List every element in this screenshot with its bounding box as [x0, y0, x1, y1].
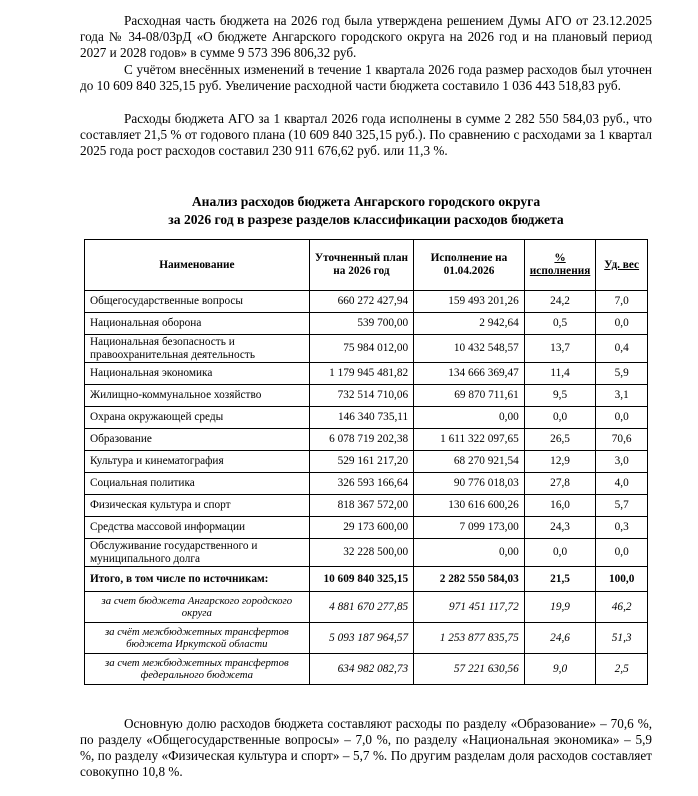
cell-pct: 12,9	[524, 451, 596, 473]
table-row	[85, 517, 648, 539]
cell-name: Культура и кинематография	[85, 451, 310, 473]
cell-exec: 0,00	[414, 539, 525, 567]
cell-exec: 10 432 548,57	[414, 335, 525, 363]
table-total-row	[85, 567, 648, 592]
cell-share: 4,0	[596, 473, 648, 495]
table-title-line-1: Анализ расходов бюджета Ангарского городского округа	[191, 194, 541, 209]
cell-name: за счет бюджета Ангарского городского округа	[85, 592, 310, 623]
cell-exec: 0,00	[414, 407, 525, 429]
cell-name: Образование	[85, 429, 310, 451]
table-title-line-2: за 2026 год в разрезе разделов классификации расходов бюджета	[168, 212, 564, 227]
cell-plan: 29 173 600,00	[309, 517, 413, 539]
cell-exec: 134 666 369,47	[414, 363, 525, 385]
cell-name: Национальная оборона	[85, 313, 310, 335]
cell-pct: 21,5	[524, 567, 596, 592]
intro-paragraph-3-text: Расходы бюджета АГО за 1 квартал 2026 года исполнены в сумме 2 282 550 584,03 руб., что составляет 21,5 % от годового плана (10 609 840 325,15 руб.). По сравнению с расходами за 1 квартал 2025 года рост расходов составил 230 911 676,62 руб. или 11,3 %.	[80, 111, 652, 158]
cell-pct: 0,0	[524, 539, 596, 567]
table-source-row	[85, 623, 648, 654]
cell-plan: 326 593 166,64	[309, 473, 413, 495]
intro-paragraph-2-text: С учётом внесённых изменений в течение 1 квартала 2026 года размер расходов был уточнен до 10 609 840 325,15 руб. Увеличение расходной части бюджета составило 1 036 443 518,83 руб.	[80, 62, 652, 93]
table-row	[85, 429, 648, 451]
cell-name: за счёт межбюджетных трансфертов бюджета Иркутской области	[85, 623, 310, 654]
table-row	[85, 539, 648, 567]
cell-plan: 1 179 945 481,82	[309, 363, 413, 385]
table-source-row	[85, 592, 648, 623]
cell-exec: 2 942,64	[414, 313, 525, 335]
intro-paragraph-3	[80, 111, 652, 159]
cell-pct: 11,4	[524, 363, 596, 385]
intro-paragraph-1	[80, 13, 652, 61]
cell-pct: 24,6	[524, 623, 596, 654]
cell-pct: 0,0	[524, 407, 596, 429]
table-row	[85, 451, 648, 473]
cell-exec: 7 099 173,00	[414, 517, 525, 539]
cell-share: 100,0	[596, 567, 648, 592]
cell-name: Социальная политика	[85, 473, 310, 495]
table-row	[85, 313, 648, 335]
cell-share: 0,0	[596, 407, 648, 429]
cell-share: 3,0	[596, 451, 648, 473]
table-row	[85, 363, 648, 385]
table-row	[85, 407, 648, 429]
cell-name: за счет межбюджетных трансфертов федерального бюджета	[85, 654, 310, 685]
cell-exec: 2 282 550 584,03	[414, 567, 525, 592]
cell-exec: 90 776 018,03	[414, 473, 525, 495]
cell-exec: 69 870 711,61	[414, 385, 525, 407]
cell-plan: 732 514 710,06	[309, 385, 413, 407]
intro-paragraph-2	[80, 62, 652, 94]
table-row	[85, 335, 648, 363]
cell-pct: 26,5	[524, 429, 596, 451]
cell-pct: 16,0	[524, 495, 596, 517]
table-row	[85, 473, 648, 495]
cell-pct: 24,2	[524, 291, 596, 313]
cell-name: Итого, в том числе по источникам:	[85, 567, 310, 592]
table-row	[85, 291, 648, 313]
intro-paragraph-1-text: Расходная часть бюджета на 2026 год была утверждена решением Думы АГО от 23.12.2025 года № 34-08/03рД «О бюджете Ангарского городского округа на 2026 год и на плановый период 2027 и 2028 годов» в сумме 9 573 396 806,32 руб.	[80, 13, 652, 60]
cell-name: Национальная экономика	[85, 363, 310, 385]
cell-pct: 9,5	[524, 385, 596, 407]
conclusion-paragraph	[80, 716, 652, 780]
cell-exec: 68 270 921,54	[414, 451, 525, 473]
cell-share: 0,0	[596, 313, 648, 335]
header-share: Уд. вес	[596, 240, 648, 291]
table-header-row	[85, 240, 648, 291]
cell-pct: 24,3	[524, 517, 596, 539]
header-exec: Исполнение на 01.04.2026	[414, 240, 525, 291]
table-row	[85, 385, 648, 407]
header-plan: Уточненный план на 2026 год	[309, 240, 413, 291]
cell-share: 5,9	[596, 363, 648, 385]
cell-name: Жилищно-коммунальное хозяйство	[85, 385, 310, 407]
cell-pct: 27,8	[524, 473, 596, 495]
cell-plan: 146 340 735,11	[309, 407, 413, 429]
cell-share: 2,5	[596, 654, 648, 685]
cell-pct: 9,0	[524, 654, 596, 685]
cell-exec: 1 611 322 097,65	[414, 429, 525, 451]
cell-pct: 0,5	[524, 313, 596, 335]
cell-share: 0,0	[596, 539, 648, 567]
cell-share: 3,1	[596, 385, 648, 407]
cell-plan: 5 093 187 964,57	[309, 623, 413, 654]
cell-plan: 32 228 500,00	[309, 539, 413, 567]
cell-share: 0,3	[596, 517, 648, 539]
cell-name: Национальная безопасность и правоохранительная деятельность	[85, 335, 310, 363]
table-body	[85, 291, 648, 685]
cell-exec: 130 616 600,26	[414, 495, 525, 517]
cell-share: 5,7	[596, 495, 648, 517]
cell-name: Средства массовой информации	[85, 517, 310, 539]
cell-plan: 6 078 719 202,38	[309, 429, 413, 451]
table-title	[80, 193, 652, 229]
cell-plan: 4 881 670 277,85	[309, 592, 413, 623]
cell-share: 46,2	[596, 592, 648, 623]
header-pct: % исполнения	[524, 240, 596, 291]
cell-name: Общегосударственные вопросы	[85, 291, 310, 313]
cell-share: 70,6	[596, 429, 648, 451]
cell-share: 0,4	[596, 335, 648, 363]
cell-plan: 75 984 012,00	[309, 335, 413, 363]
cell-share: 7,0	[596, 291, 648, 313]
cell-share: 51,3	[596, 623, 648, 654]
table-source-row	[85, 654, 648, 685]
cell-name: Охрана окружающей среды	[85, 407, 310, 429]
cell-exec: 1 253 877 835,75	[414, 623, 525, 654]
expenditure-table	[84, 239, 648, 685]
table-row	[85, 495, 648, 517]
cell-name: Физическая культура и спорт	[85, 495, 310, 517]
cell-plan: 818 367 572,00	[309, 495, 413, 517]
cell-plan: 634 982 082,73	[309, 654, 413, 685]
header-name: Наименование	[85, 240, 310, 291]
cell-name: Обслуживание государственного и муниципального долга	[85, 539, 310, 567]
cell-pct: 19,9	[524, 592, 596, 623]
cell-exec: 971 451 117,72	[414, 592, 525, 623]
cell-plan: 660 272 427,94	[309, 291, 413, 313]
conclusion-text: Основную долю расходов бюджета составляют расходы по разделу «Образование» – 70,6 %, по разделу «Общегосударственные вопросы» – 7,0 %, по разделу «Национальная экономика» – 5,9 %, по разделу «Физическая культура и спорт» – 5,7 %. По другим разделам доля расходов составляет совокупно 10,8 %.	[80, 716, 652, 779]
cell-plan: 539 700,00	[309, 313, 413, 335]
cell-plan: 529 161 217,20	[309, 451, 413, 473]
cell-pct: 13,7	[524, 335, 596, 363]
cell-exec: 57 221 630,56	[414, 654, 525, 685]
cell-plan: 10 609 840 325,15	[309, 567, 413, 592]
cell-exec: 159 493 201,26	[414, 291, 525, 313]
